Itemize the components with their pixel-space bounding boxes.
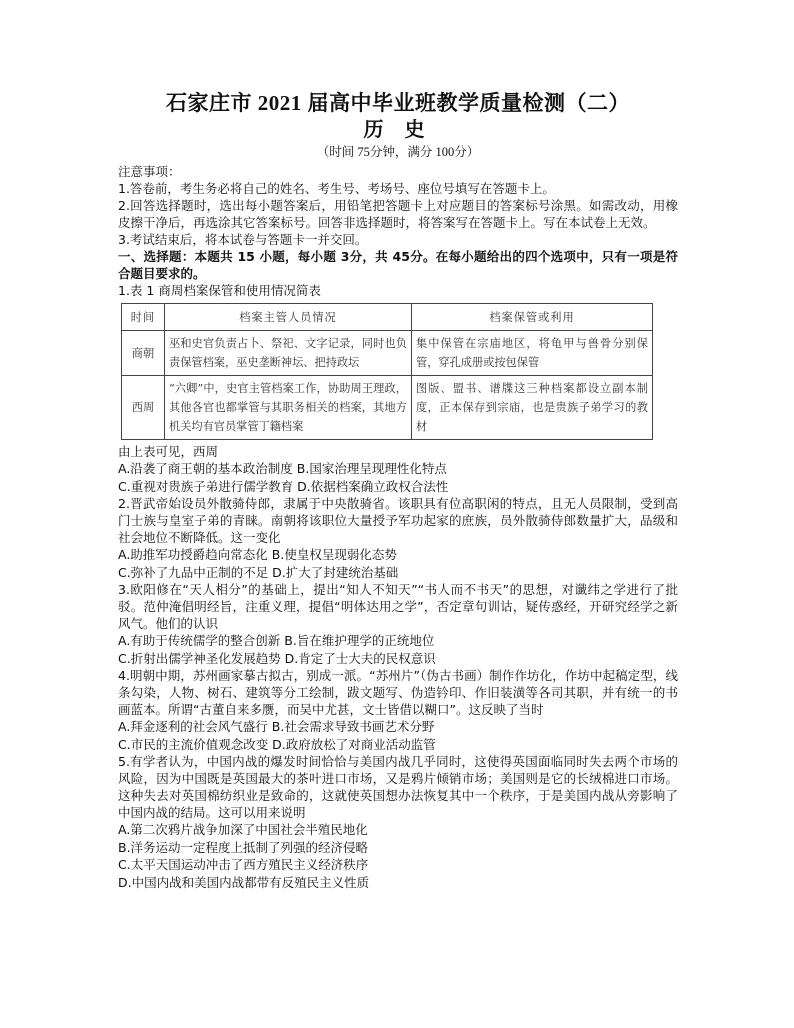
- question-5-stem: 5.有学者认为，中国内战的爆发时间恰恰与美国内战几乎同时，这使得英国面临同时失去两个市场的风险，因为中国既是英国最大的茶叶进口市场，又是鸦片倾销市场；美国则是它的长绒棉进口市场。这种失去对英国棉纺织业是致命的，这就使英国想办法恢复其中一个秩序，于是美国内战从旁影响了中国内战的结局。这可以用来说明: [118, 754, 678, 820]
- question-3-options-cd: C.折射出儒学神圣化发展趋势 D.肯定了士大夫的民权意识: [118, 650, 436, 666]
- row-storage: 图版、盟书、谱牒这三种档案都设立副本制度，正本保存到宗庙，也是贵族子弟学习的教材: [412, 376, 653, 440]
- question-1-stem: 1.表 1 商周档案保管和使用情况简表: [118, 283, 321, 298]
- question-4-options-cd: C.市民的主流价值观念改变 D.政府放松了对商业活动监管: [118, 736, 436, 752]
- exam-title: 石家庄市 2021 届高中毕业班教学质量检测（二）: [166, 91, 630, 115]
- exam-subject: 历 史: [363, 119, 433, 141]
- question-4-stem: 4.明朝中期，苏州画家摹古拟古，别成一派。“苏州片”（伪古书画）制作作坊化，作坊中起稿定型，线条勾染，人物、树石、建筑等分工绘制，跋文题写、伪造钤印、作旧装潢等各司其职，并有统一的书画蓝本。所谓“古董自来多赝，而吴中尤甚，文士皆借以糊口”。这反映了当时: [118, 668, 678, 717]
- question-5: [118, 753, 678, 891]
- question-4-options-ab: A.拜金逐利的社会风气盛行 B.社会需求导致书画艺术分野: [118, 719, 435, 734]
- question-1-options-cd: C.重视对贵族子弟进行儒学教育 D.依据档案确立政权合法性: [118, 478, 449, 494]
- row-storage: 集中保管在宗庙地区，将龟甲与兽骨分别保管，穿孔成册或按包保管: [412, 331, 653, 376]
- question-5-option-b: B.洋务运动一定程度上抵制了列强的经济侵略: [118, 839, 369, 855]
- question-3-stem: 3.欧阳修在“天人相分”的基础上，提出“知人不知天”“书人而不书天”的思想，对谶纬之学进行了批驳。范仲淹倡明经旨，注重义理，提倡“明体达用之学”，否定章句训诂，疑传惑经，开研究经学之新风气。他们的认识: [118, 582, 678, 631]
- table-row: [122, 331, 653, 376]
- question-3-options-ab: A.有助于传统儒学的整合创新 B.旨在维护理学的正统地位: [118, 633, 435, 648]
- question-2: [118, 495, 678, 581]
- note-item-3: 3.考试结束后，将本试卷与答题卡一并交回。: [118, 232, 368, 247]
- header-storage: 档案保管或利用: [412, 304, 653, 331]
- exam-time-info: （时间 75分钟，满分 100分）: [316, 145, 480, 159]
- note-item-2: 2.回答选择题时，选出每小题答案后，用铅笔把答题卡上对应题目的答案标号涂黑。如需改动，用橡皮擦干净后，再选涂其它答案标号。回答非选择题时，将答案写在答题卡上。写在本试卷上无效。: [118, 198, 678, 230]
- question-2-options-cd: C.弥补了九品中正制的不足 D.扩大了封建统治基础: [118, 564, 399, 580]
- row-staff: 巫和史官负责占卜、祭祀、文字记录，同时也负责保管档案，巫史垄断神坛、把持政坛: [165, 331, 412, 376]
- archive-table: [121, 303, 653, 440]
- row-staff: “六卿”中，史官主管档案工作，协助周王理政，其他各官也都掌管与其职务相关的档案，其地方机关均有官员掌管丁籍档案: [165, 376, 412, 440]
- question-5-option-d: D.中国内战和美国内战都带有反殖民主义性质: [118, 874, 370, 890]
- question-1: [118, 282, 678, 495]
- table-row: [122, 376, 653, 440]
- question-3: [118, 581, 678, 667]
- notes-section: [118, 163, 678, 248]
- section-heading: 一、选择题：本题共 15 小题，每小题 3分，共 45分。在每小题给出的四个选项中，只有一项是符合题目要求的。: [118, 249, 678, 281]
- row-era: 西周: [122, 376, 165, 440]
- header-staff: 档案主管人员情况: [165, 304, 412, 331]
- note-item-1: 1.答卷前，考生务必将自己的姓名、考生号、考场号、座位号填写在答题卡上。: [118, 181, 555, 196]
- question-2-stem: 2.晋武帝始设员外散骑侍郎，隶属于中央散骑省。该职具有位高职闲的特点，且无人员限制，受到高门士族与皇室子弟的青睐。南朝将该职位大量授予军功起家的庶族，员外散骑侍郎数量扩大，品级和社会地位不断降低。这一变化: [118, 496, 678, 545]
- question-5-option-a: A.第二次鸦片战争加深了中国社会半殖民地化: [118, 822, 368, 837]
- header-era: 时间: [122, 304, 165, 331]
- exam-page: [118, 90, 678, 891]
- question-5-option-c: C.太平天国运动冲击了西方殖民主义经济秩序: [118, 857, 369, 872]
- row-era: 商朝: [122, 331, 165, 376]
- notes-heading: 注意事项：: [118, 164, 181, 179]
- archive-table-header: [122, 304, 653, 331]
- question-1-options-ab: A.沿袭了商王朝的基本政治制度 B.国家治理呈现理性化特点: [118, 461, 447, 476]
- question-2-options-ab: A.助推军功授爵趋向常态化 B.使皇权呈现弱化态势: [118, 547, 397, 562]
- question-1-lead: 由上表可见，西周: [118, 444, 219, 459]
- question-4: [118, 667, 678, 753]
